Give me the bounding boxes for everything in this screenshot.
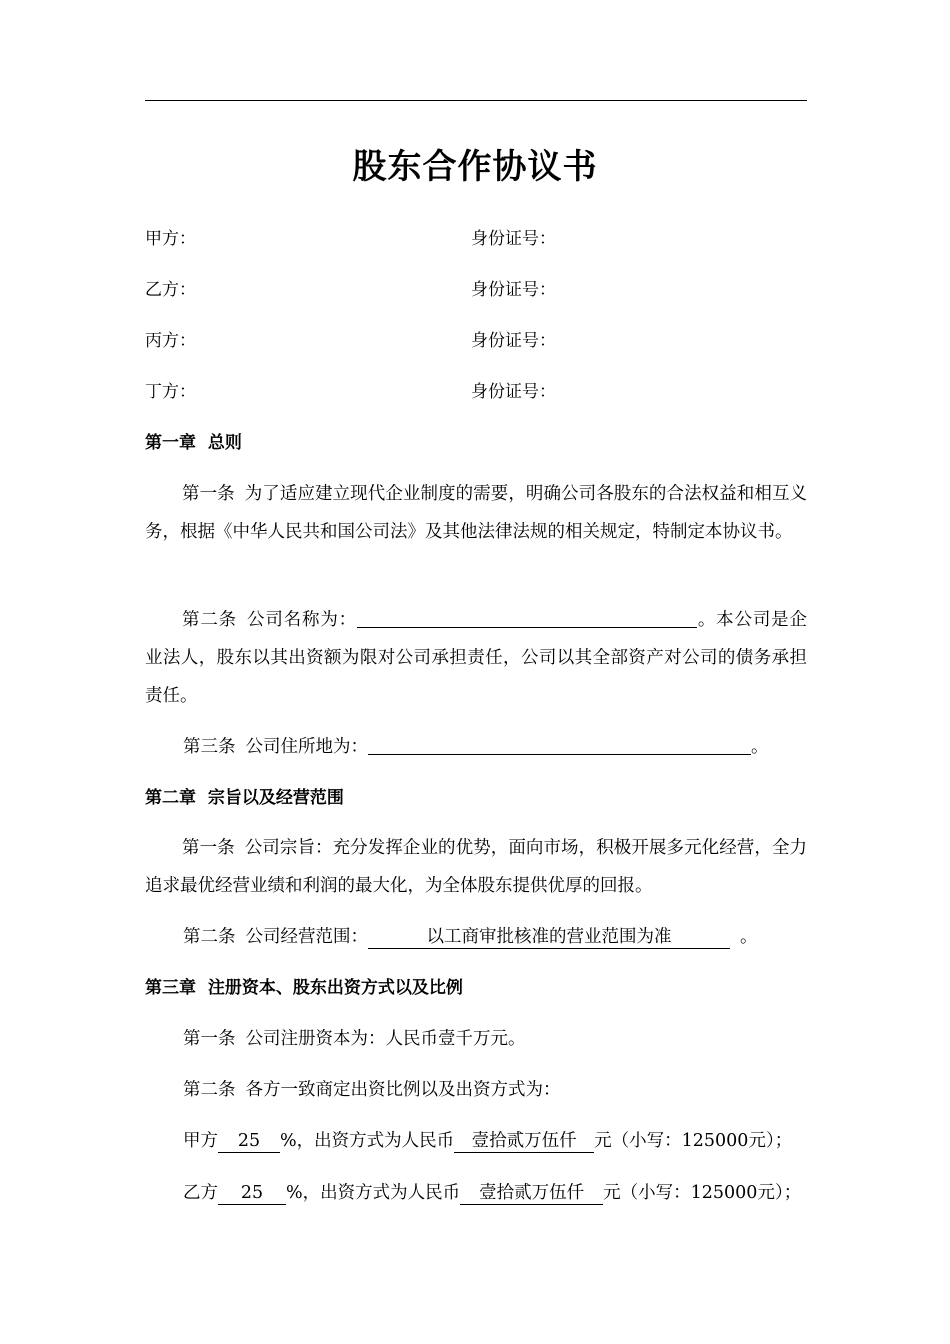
contribution-percent[interactable]: 25 [218,1130,280,1153]
document-title: 股东合作协议书 [352,147,598,187]
article-lead: 公司名称为： [247,610,357,630]
contribution-amount-words[interactable]: 壹拾贰万伍仟 [460,1182,603,1205]
id-label-c: 身份证号： [471,331,556,351]
party-label-c: 丙方： [145,331,196,351]
party-label-d: 丁方： [145,382,196,402]
chapter-3-heading: 第三章 注册资本、股东出资方式以及比例 [145,978,463,998]
contribution-row-b [183,1181,801,1205]
chapter-3-article-1 [183,1027,526,1051]
article-end: 。 [740,927,758,947]
contribution-tail: 元（小写：125000元）； [594,1131,793,1151]
article-lead: 公司住所地为： [245,737,368,757]
chapter-2-heading: 第二章 宗旨以及经营范围 [145,788,344,808]
chapter-1-article-2 [145,601,807,715]
chapter-1-article-3 [183,734,769,759]
chapter-1-heading: 第一章 总则 [145,433,242,453]
company-address-blank[interactable] [368,734,751,755]
article-lead: 公司经营范围： [245,927,368,947]
id-label-b: 身份证号： [471,280,556,300]
company-name-blank[interactable] [357,607,697,628]
chapter-1-article-1 [145,475,807,551]
contribution-party: 甲方 [183,1131,218,1151]
contribution-party: 乙方 [183,1183,218,1203]
article-number: 第二条 [182,610,237,630]
contribution-method: %，出资方式为人民币 [280,1131,455,1151]
party-label-a: 甲方： [145,229,196,249]
article-number: 第二条 [183,927,236,947]
contribution-row-a [183,1129,792,1153]
article-text: 公司注册资本为：人民币壹千万元。 [245,1029,526,1049]
header-rule [145,100,807,101]
article-number: 第一条 [183,1029,236,1049]
article-text: 公司宗旨：充分发挥企业的优势，面向市场，积极开展多元化经营，全力追求最优经营业绩和利润的最大化，为全体股东提供优厚的回报。 [145,838,808,896]
article-number: 第一条 [182,838,235,858]
business-scope-fill[interactable]: 以工商审批核准的营业范围为准 [368,926,730,949]
chapter-2-article-2 [183,925,758,949]
article-end: 。 [751,737,769,757]
chapter-3-article-2 [183,1078,561,1102]
chapter-2-article-1 [145,829,807,905]
contribution-percent[interactable]: 25 [218,1182,286,1205]
id-label-d: 身份证号： [471,382,556,402]
contribution-amount-words[interactable]: 壹拾贰万伍仟 [454,1130,594,1153]
contribution-tail: 元（小写：125000元）； [603,1183,802,1203]
article-text: 各方一致商定出资比例以及出资方式为： [245,1080,561,1100]
article-text: 为了适应建立现代企业制度的需要，明确公司各股东的合法权益和相互义务，根据《中华人民共和国公司法》及其他法律法规的相关规定，特制定本协议书。 [145,484,808,542]
id-label-a: 身份证号： [471,229,556,249]
contribution-method: %，出资方式为人民币 [286,1183,461,1203]
article-number: 第一条 [182,484,235,504]
party-label-b: 乙方： [145,280,196,300]
article-number: 第二条 [183,1080,236,1100]
article-number: 第三条 [183,737,236,757]
article-text: 。本公司是企业法人，股东以其出资额为限对公司承担责任，公司以其全部资产对公司的债务承担责任。 [145,610,807,706]
